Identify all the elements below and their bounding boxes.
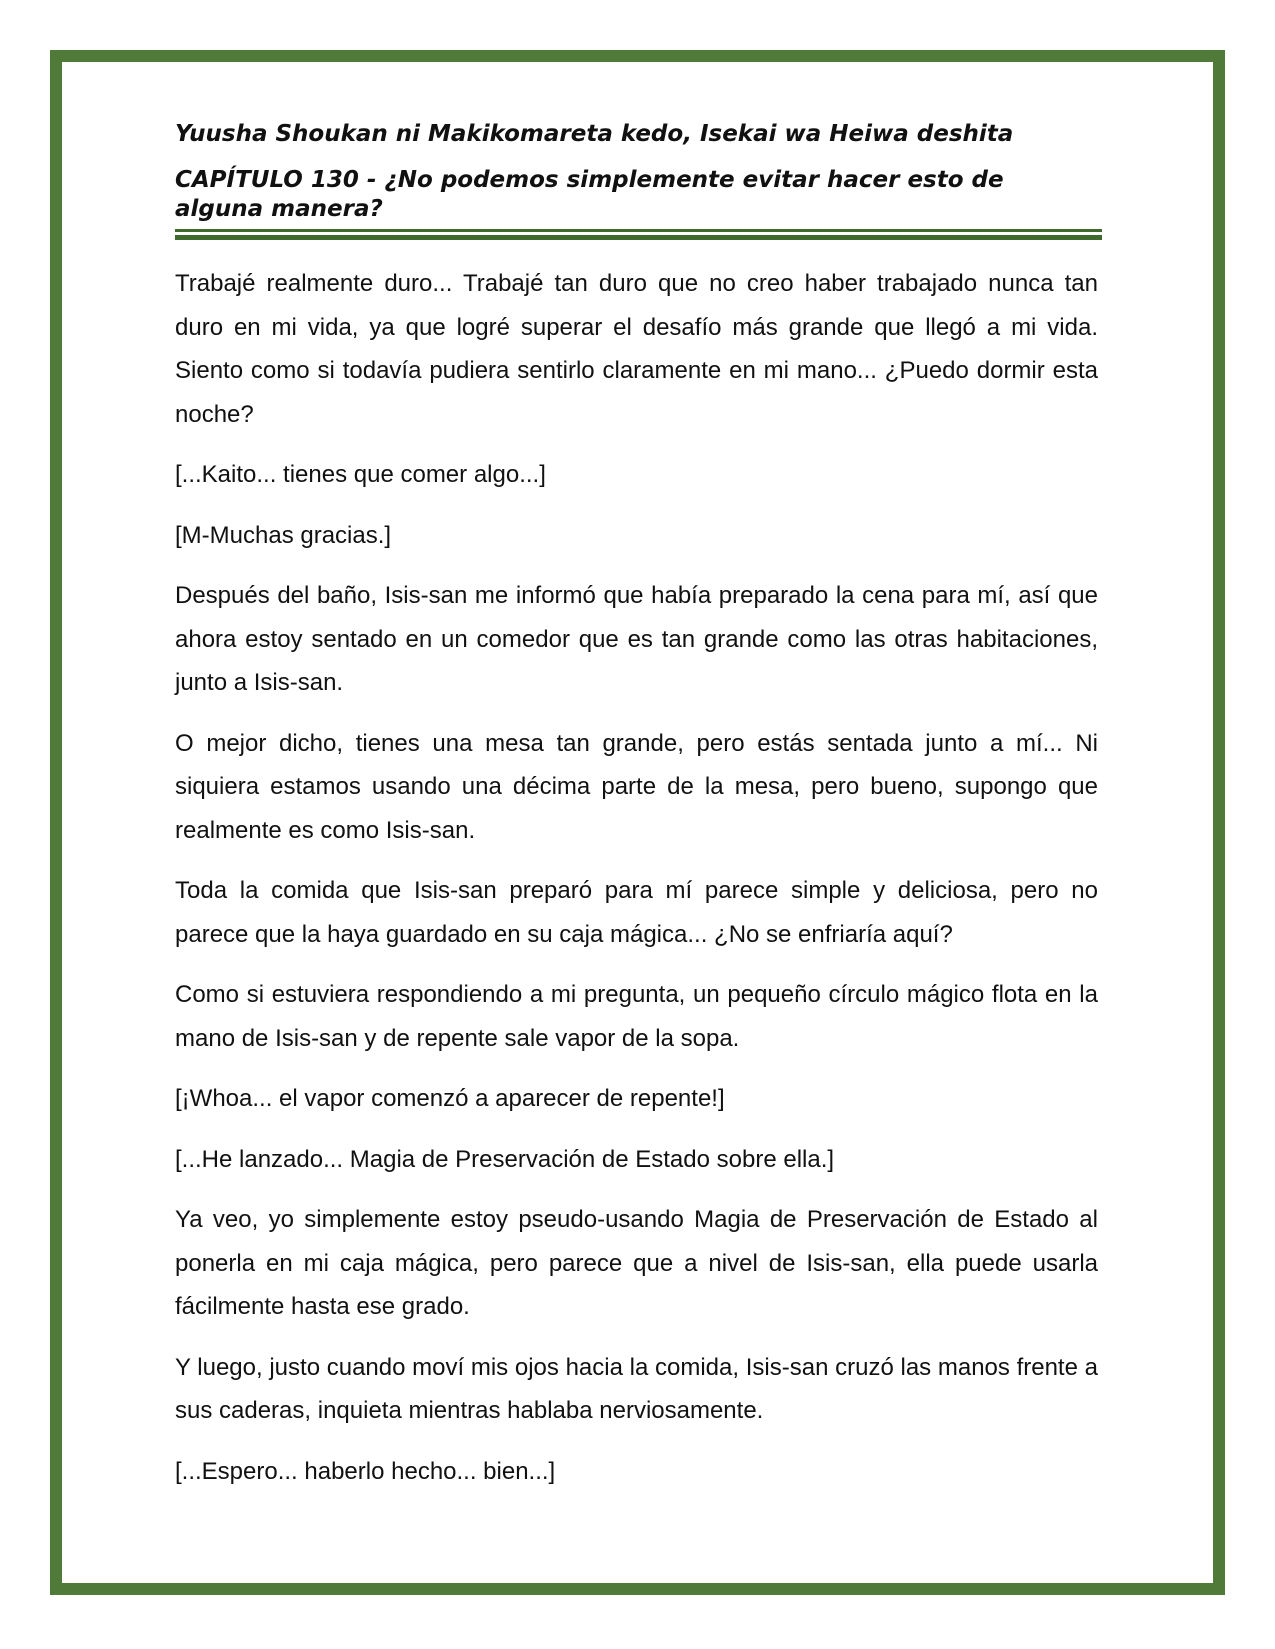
title-divider: [175, 229, 1102, 240]
paragraph: [¡Whoa... el vapor comenzó a aparecer de repente!]: [175, 1085, 725, 1113]
series-title: Yuusha Shoukan ni Makikomareta kedo, Isekai wa Heiwa deshita: [175, 121, 1014, 147]
paragraph: Como si estuviera respondiendo a mi pregunta, un pequeño círculo mágico flota en la mano de Isis-san y de repente sale vapor de la sopa.: [175, 981, 1098, 1052]
divider-thin-line: [175, 229, 1102, 232]
paragraph: [...Kaito... tienes que comer algo...]: [175, 461, 546, 489]
paragraph: [M-Muchas gracias.]: [175, 521, 392, 549]
paragraph: [...Espero... haberlo hecho... bien...]: [175, 1457, 556, 1485]
document-content: [175, 110, 1098, 1510]
divider-thick-line: [175, 235, 1102, 240]
chapter-title: CAPÍTULO 130 - ¿No podemos simplemente evitar hacer esto de alguna manera?: [175, 166, 1004, 222]
paragraph: Toda la comida que Isis-san preparó para mí parece simple y deliciosa, pero no parece que la haya guardado en su caja mágica... ¿No se enfriaría aquí?: [175, 877, 1098, 948]
paragraph: Ya veo, yo simplemente estoy pseudo-usando Magia de Preservación de Estado al ponerla en mi caja mágica, pero parece que a nivel de Isis-san, ella puede usarla fácilmente hasta ese grado.: [175, 1206, 1098, 1321]
paragraph: Trabajé realmente duro... Trabajé tan duro que no creo haber trabajado nunca tan duro en mi vida, ya que logré superar el desafío más grande que llegó a mi vida. Siento como si todavía pudiera sentirlo claramente en mi mano... ¿Puedo dormir esta noche?: [175, 270, 1098, 428]
paragraph: Después del baño, Isis-san me informó que había preparado la cena para mí, así que ahora estoy sentado en un comedor que es tan grande como las otras habitaciones, junto a Isis-san.: [175, 582, 1098, 697]
paragraph: Y luego, justo cuando moví mis ojos hacia la comida, Isis-san cruzó las manos frente a sus caderas, inquieta mientras hablaba nerviosamente.: [175, 1353, 1098, 1425]
paragraph: O mejor dicho, tienes una mesa tan grande, pero estás sentada junto a mí... Ni siquiera estamos usando una décima parte de la mesa, pero bueno, supongo que realmente es como Isis-san.: [175, 729, 1098, 844]
paragraph: [...He lanzado... Magia de Preservación de Estado sobre ella.]: [175, 1145, 835, 1173]
chapter-body: [175, 262, 1098, 1493]
